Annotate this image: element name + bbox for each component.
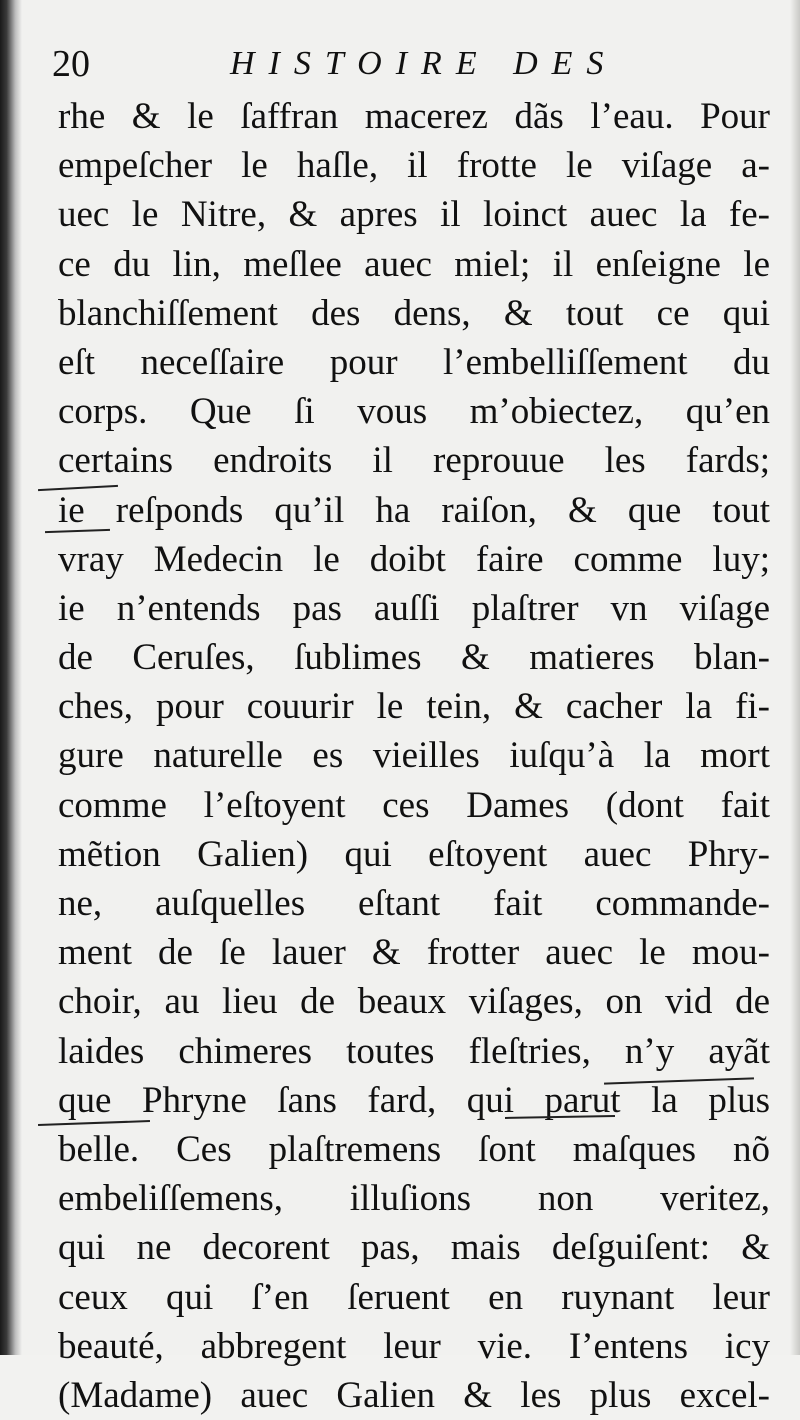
running-head: HISTOIRE DES — [230, 45, 618, 82]
text-line: gure naturelle es vieilles iuſqu’à la mort — [58, 735, 770, 777]
text-line: uec le Nitre, & apres il loinct auec la fe- — [58, 194, 770, 236]
binding-shadow — [0, 0, 22, 1355]
text-line: ce du lin, meſlee auec miel; il enſeigne le — [58, 243, 770, 285]
text-line: laides chimeres toutes fleſtries, n’y ayãt — [58, 1030, 770, 1072]
text-line: comme l’eſtoyent ces Dames (dont fait — [58, 784, 770, 826]
page-edge — [790, 0, 800, 1355]
text-line: belle. Ces plaſtremens ſont maſques nõ — [58, 1128, 770, 1170]
text-line: de Ceruſes, ſublimes & matieres blan- — [58, 637, 770, 679]
text-line: empeſcher le haſle, il frotte le viſage a- — [58, 145, 770, 187]
text-line: ie reſponds qu’il ha raiſon, & que tout — [58, 489, 770, 531]
text-line: ie n’entends pas auſſi plaſtrer vn viſage — [58, 587, 770, 629]
text-line: (Madame) auec Galien & les plus excel- — [58, 1374, 770, 1416]
text-line: rhe & le ſaffran macerez dãs l’eau. Pour — [58, 96, 770, 137]
page-number: 20 — [52, 43, 90, 85]
text-line: corps. Que ſi vous m’obiectez, qu’en — [58, 391, 770, 433]
body-text — [58, 92, 770, 1420]
text-line: choir, au lieu de beaux viſages, on vid de — [58, 981, 770, 1023]
text-line: ne, auſquelles eſtant fait commande- — [58, 883, 770, 924]
text-line: ceux qui ſ’en ſeruent en ruynant leur — [58, 1276, 770, 1318]
page-header — [52, 40, 752, 88]
text-line: ches, pour couurir le tein, & cacher la fi- — [58, 686, 770, 728]
text-line: certains endroits il reprouue les fards; — [58, 440, 770, 482]
text-line: embeliſſemens, illuſions non veritez, — [58, 1178, 770, 1220]
text-line: beauté, abbregent leur vie. I’entens icy — [58, 1325, 770, 1367]
text-line: eſt neceſſaire pour l’embelliſſement du — [58, 341, 770, 383]
text-line: ment de ſe lauer & frotter auec le mou- — [58, 932, 770, 974]
text-line: blanchiſſement des dens, & tout ce qui — [58, 292, 770, 334]
text-line: vray Medecin le doibt faire comme luy; — [58, 538, 770, 580]
text-line: qui ne decorent pas, mais deſguiſent: & — [58, 1227, 770, 1269]
text-line: que Phryne ſans fard, qui parut la plus — [58, 1079, 770, 1121]
text-line: mẽtion Galien) qui eſtoyent auec Phry- — [58, 833, 770, 875]
